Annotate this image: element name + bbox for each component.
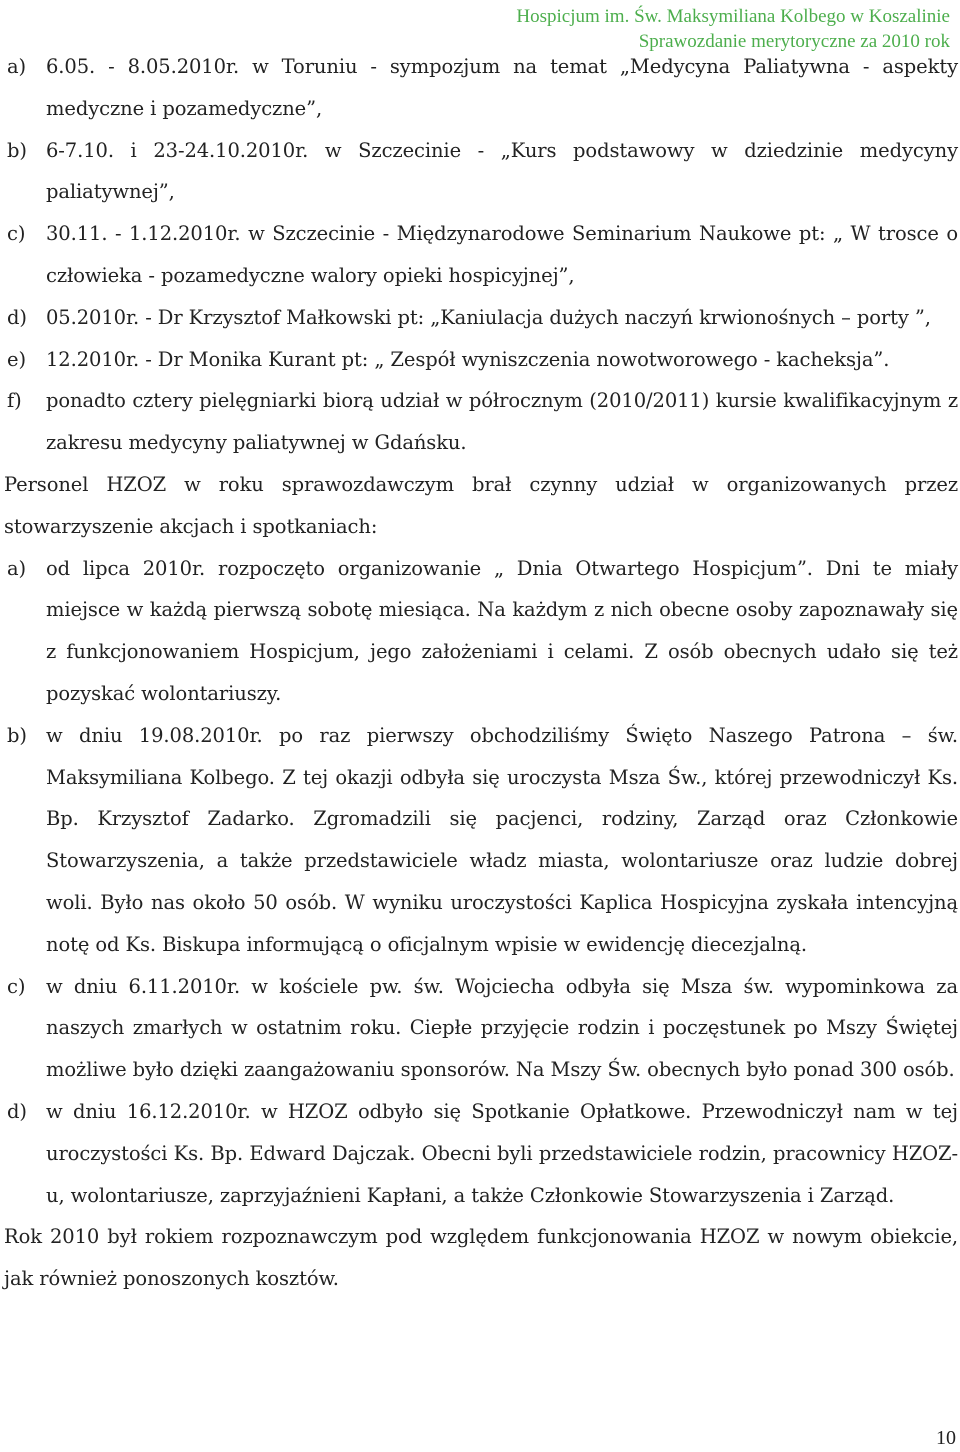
list-item-text: ponadto cztery pielęgniarki biorą udział w półrocznym (2010/2011) kursie kwalifikacyjnym z zakresu medycyny paliatywnej w Gdańsku. [46,389,958,455]
staff-paragraph: Personel HZOZ w roku sprawozdawczym brał czynny udział w organizowanych przez stowarzyszenie akcjach i spotkaniach: [4,472,958,538]
list-item [0,46,960,130]
list-item [0,1091,960,1216]
list-item-label: b) [7,723,27,747]
page-header [250,0,950,52]
list-item-text: w dniu 19.08.2010r. po raz pierwszy obchodziliśmy Święto Naszego Patrona – św. Maksymiliana Kolbego. Z tej okazji odbyła się uroczysta Msza Św., której przewodniczył Ks. Bp. Krzysztof Zadarko. Zgromadzili się pacjenci, rodziny, Zarząd oraz Członkowie Stowarzyszenia, a także przedstawiciele władz miasta, wolontariusze oraz ludzie dobrej woli. Było nas około 50 osób. W wyniku uroczystości Kaplica Hospicyjna zyskała intencyjną notę od Ks. Biskupa informującą o oficjalnym wpisie w ewidencję diecezjalną. [46,723,958,956]
closing-paragraph: Rok 2010 był rokiem rozpoznawczym pod względem funkcjonowania HZOZ w nowym obiekcie, jak również ponoszonych kosztów. [4,1225,958,1291]
list-item [0,548,960,715]
page-number: 10 [936,1427,956,1449]
document-body [0,46,960,1300]
list-item-text: w dniu 16.12.2010r. w HZOZ odbyło się Spotkanie Opłatkowe. Przewodniczył nam w tej uroczystości Ks. Bp. Edward Dajczak. Obecni byli przedstawiciele rodzin, pracownicy HZOZ-u, wolontariusze, zaprzyjaźnieni Kapłani, a także Członkowie Stowarzyszenia i Zarząd. [46,1099,958,1207]
events-list [0,548,960,1217]
list-item-text: 6.05. - 8.05.2010r. w Toruniu - sympozjum na temat „Medycyna Paliatywna - aspekty medyczne i pozamedyczne”, [46,55,958,120]
list-item [0,130,960,214]
list-item [0,213,960,297]
list-item-text: 05.2010r. - Dr Krzysztof Małkowski pt: „Kaniulacja dużych naczyń krwionośnych – porty ”, [46,305,931,329]
list-item [0,339,960,381]
list-item [0,966,960,1091]
list-item [0,715,960,966]
list-item-label: c) [7,222,26,246]
list-item-label: d) [7,305,27,329]
list-item-label: c) [7,974,26,998]
list-item-text: od lipca 2010r. rozpoczęto organizowanie „ Dnia Otwartego Hospicjum”. Dni te miały miejsce w każdą pierwszą sobotę miesiąca. Na każdym z nich obecne osoby zapoznawały się z funkcjonowaniem Hospicjum, jego założeniami i celami. Z osób obecnych udało się też pozyskać wolontariuszy. [46,556,958,705]
training-list [0,46,960,464]
list-item-text: 6-7.10. i 23-24.10.2010r. w Szczecinie - „Kurs podstawowy w dziedzinie medycyny paliatywnej”, [46,138,958,204]
header-subtitle: Sprawozdanie merytoryczne za 2010 rok [638,31,950,52]
list-item-label: e) [7,347,26,371]
list-item-label: a) [7,556,27,580]
list-item-label: f) [7,389,22,413]
list-item-label: b) [7,138,27,162]
list-item-label: d) [7,1099,27,1123]
list-item-text: w dniu 6.11.2010r. w kościele pw. św. Wojciecha odbyła się Msza św. wypominkowa za naszych zmarłych w ostatnim roku. Ciepłe przyjęcie rodzin i poczęstunek po Mszy Świętej możliwe było dzięki zaangażowaniu sponsorów. Na Mszy Św. obecnych było ponad 300 osób. [46,974,958,1082]
list-item-text: 12.2010r. - Dr Monika Kurant pt: „ Zespół wyniszczenia nowotworowego - kacheksja”. [46,347,890,371]
list-item [0,297,960,339]
list-item [0,380,960,464]
list-item-text: 30.11. - 1.12.2010r. w Szczecinie - Międzynarodowe Seminarium Naukowe pt: „ W trosce o człowieka - pozamedyczne walory opieki hospicyjnej”, [46,222,958,287]
list-item-label: a) [7,55,27,78]
header-title: Hospicjum im. Św. Maksymiliana Kolbego w Koszalinie [516,6,950,27]
